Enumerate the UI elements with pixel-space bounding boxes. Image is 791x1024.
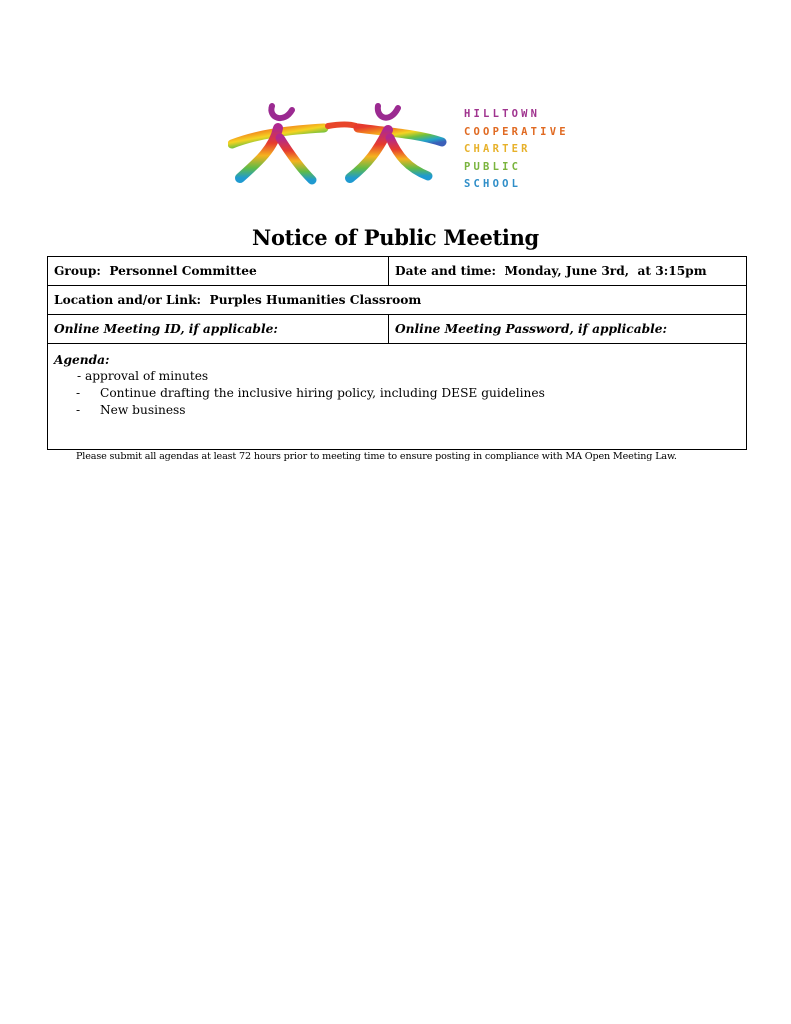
logo-line-charter: CHARTER [464,143,531,155]
group-value: Personnel Committee [109,264,257,278]
meeting-password-cell [389,315,747,344]
location-label: Location and/or Link: [54,293,202,307]
agenda-bullet: - [76,386,81,400]
group-cell [48,257,389,286]
logo-line-school: SCHOOL [464,178,522,190]
submission-footnote: Please submit all agendas at least 72 hours prior to meeting time to ensure posting in compliance with MA Open Meeting Law. [76,451,677,462]
agenda-item-text: Continue drafting the inclusive hiring policy, including DESE guidelines [100,386,545,400]
datetime-label: Date and time: [395,264,497,278]
agenda-heading: Agenda: [54,353,110,367]
school-logo [228,98,568,190]
agenda-item [54,385,740,402]
agenda-item [54,402,740,419]
agenda-item-text: New business [100,403,186,417]
datetime-cell [389,257,747,286]
meeting-password-label: Online Meeting Password, if applicable: [395,322,668,336]
location-value: Purples Humanities Classroom [209,293,422,307]
agenda-bullet: - [76,403,81,417]
logo-line-hilltown: HILLTOWN [464,108,541,120]
meeting-id-cell [48,315,389,344]
agenda-cell [48,344,747,450]
logo-figures-graphic [228,98,458,190]
meeting-id-label: Online Meeting ID, if applicable: [54,322,278,336]
group-label: Group: [54,264,101,278]
logo-wordmark [464,106,574,194]
page-title: Notice of Public Meeting [252,225,539,250]
meeting-notice-table [47,256,747,450]
logo-line-public: PUBLIC [464,160,522,173]
datetime-value: Monday, June 3rd, at 3:15pm [504,264,707,278]
agenda-item-minutes: - approval of minutes [77,369,209,383]
location-cell [48,286,747,315]
logo-line-cooperative: COOPERATIVE [464,125,569,138]
